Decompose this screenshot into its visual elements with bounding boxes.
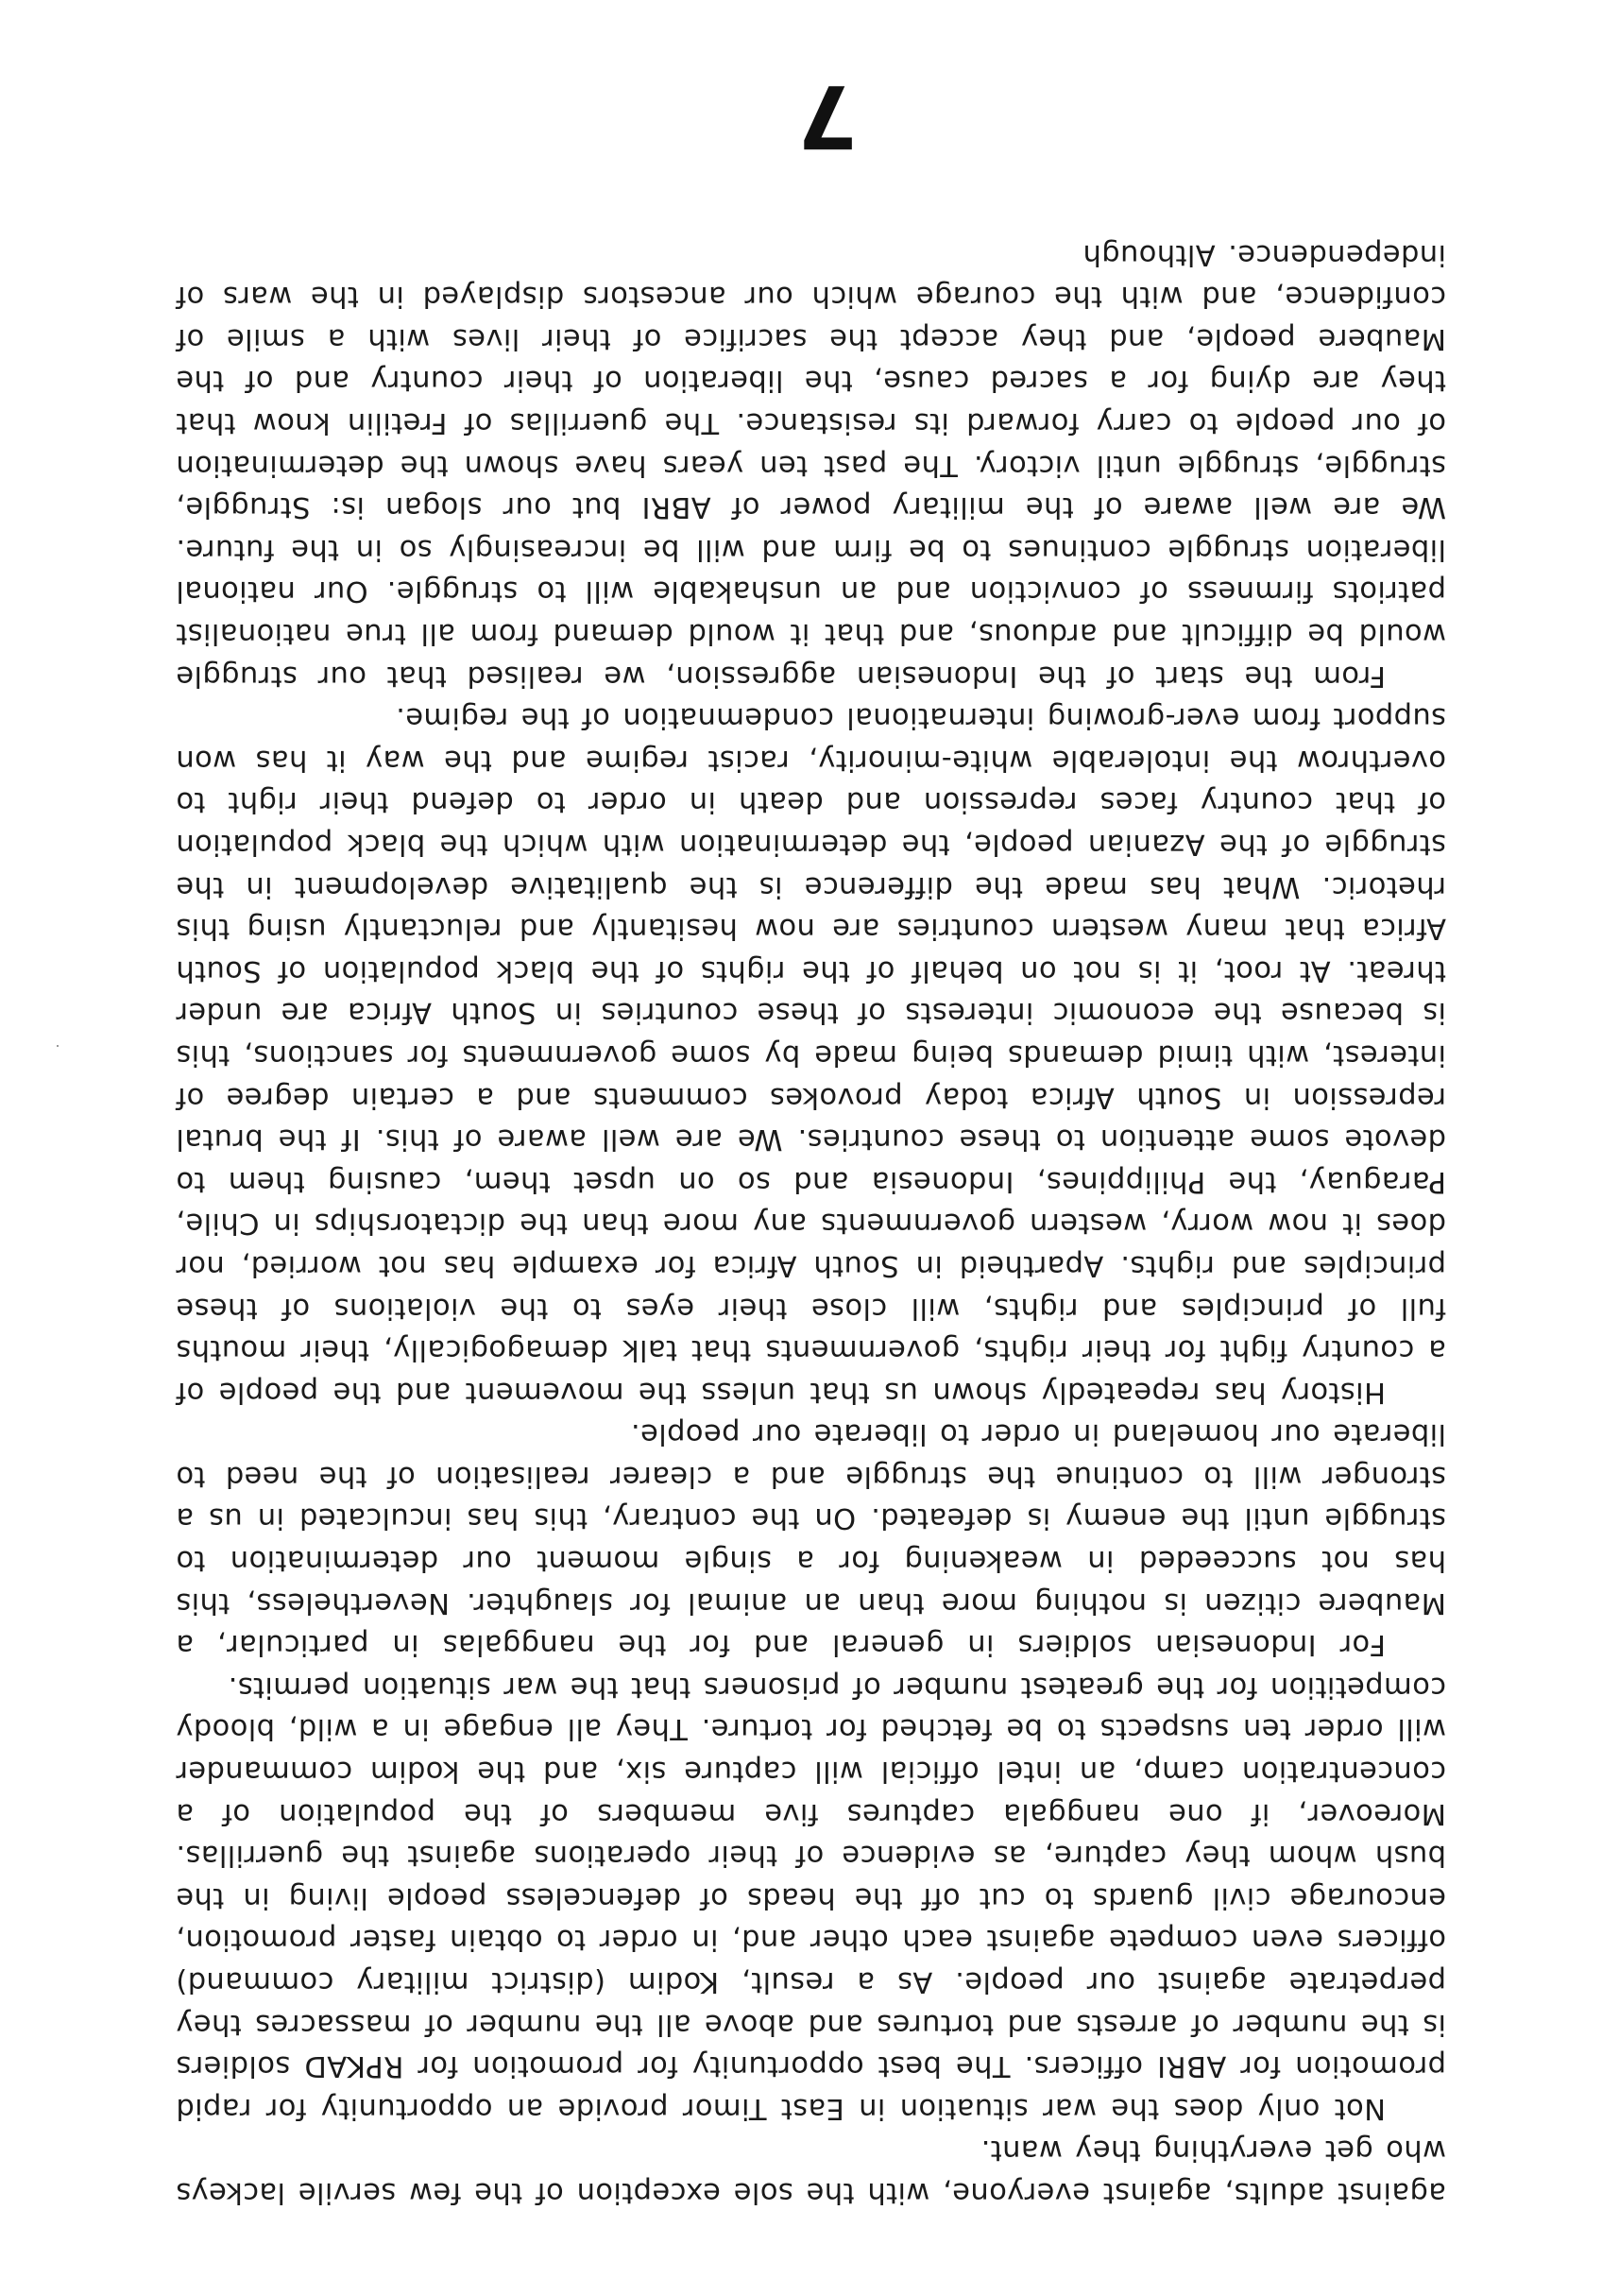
paragraph-continuation: against adults, against everyone, with the sole exception of the few servile lackeys who get everything they want.: [176, 2133, 1446, 2209]
paragraph-indonesian-soldiers: For Indonesian soldiers in general and for the nanggalas in particular, a Maubere citizen is nothing more than an animal for slaughter. Nevertheless, this has not succeeded in weakening for a single moment our determination to struggle until the enemy is defeated. On the contrary, this has inculcated in us a stronger will to continue the struggle and a clearer realisation of the need to liberate our homeland in order to liberate our people.: [176, 1417, 1446, 1662]
body-text: [176, 232, 1446, 2213]
paragraph-struggle: From the start of the Indonesian aggression, we realised that our struggle would be difficult and arduous, and that it would demand from all true nationalist patriots firmness of conviction and an unshakable will to struggle. Our national liberation struggle continues to be firm and will be increasingly so in the future. We are well aware of the military power of ABRI but our slogan is: Struggle, struggle, struggle until victory. The past ten years have shown the determination of our people to carry forward its resistance. The guerrillas of Fretilin know that they are dying for a sacred cause, the liberation of their country and of the Maubere people, and they accept the sacrifice of their lives with a smile of confidence, and with the courage which our ancestors displayed in the wars of independence. Although: [176, 237, 1446, 693]
paragraph-promotion: Not only does the war situation in East Timor provide an opportunity for rapid promotion for ABRI officers. The best opportunity for promotion for RPKAD soldiers is the number of arrests and tortures and above all the number of massacres they perpetrate against our people. As a result, Kodim (district military command) officers even compete against each other and, in order to obtain faster promotion, encourage civil guards to cut off the heads of defenceless people living in the bush whom they capture, as evidence of their operations against the guerrillas. Moreover, if one nanggala captures five members of the population of a concentration camp, an intel official will capture six, and the kodim commander will order ten suspects to be fetched for torture. They all engage in a wild, bloody competition for the greatest number of prisoners that the war situation permits.: [176, 1670, 1446, 2125]
paragraph-history: History has repeatedly shown us that unless the movement and the people of a country fight for their rights, governments that talk demagogically, their mouths full of principles and rights, will close their eyes to the violations of these principles and rights. Apartheid in South Africa for example has not worried, nor does it now worry, western governments any more than the dictatorships in Chile, Paraguay, the Philippines, Indonesia and so on upset them, causing them to devote some attention to these countries. We are well aware of this. If the brutal repression in South Africa today provokes comments and a certain degree of interest, with timid demands being made by some governments for sanctions, this is because the economic interests of these countries in South Africa are under threat. At root, it is not on behalf of the rights of the black population of South Africa that many western countries are now hesitantly and reluctantly using this rhetoric. What has made the difference is the qualitative development in the struggle of the Azanian people, the determination with which the black population of that country faces repression and death in order to defend their right to overthrow the intolerable white-minority, racist regime and the way it has won support from ever-growing international condemnation of the regime.: [176, 701, 1446, 1409]
page-number: 7: [797, 65, 859, 166]
stray-mark: [57, 1045, 59, 1047]
